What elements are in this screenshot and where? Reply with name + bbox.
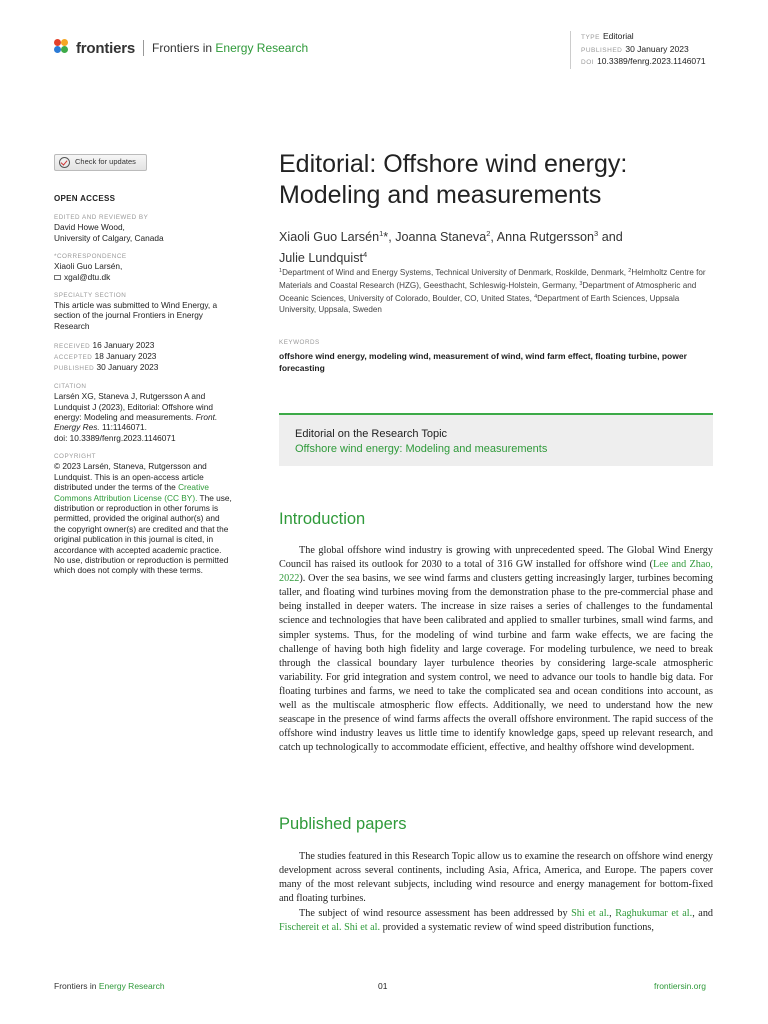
author-name[interactable]: Xiaoli Guo Larsén <box>279 230 380 244</box>
research-topic-label: Editorial on the Research Topic <box>295 428 448 440</box>
sidebar-published-label: PUBLISHED <box>54 365 95 373</box>
keywords: offshore wind energy, modeling wind, measurement of wind, wind farm effect, floating turbine, power forecasting <box>279 351 687 373</box>
citation-label: CITATION <box>54 383 87 391</box>
published-value: 30 January 2023 <box>625 43 689 54</box>
frontiers-logo-text: frontiers <box>76 39 136 57</box>
author-name[interactable]: Julie Lundquist <box>279 251 364 265</box>
published-label: PUBLISHED <box>581 46 623 54</box>
published-papers-paragraph-2: The subject of wind resource assessment has been addressed by Shi et al., Raghukumar et al., and Fischereit et al. Shi et al. provided a systematic review of wind speed distribution functions, <box>279 908 714 934</box>
type-value: Editorial <box>602 31 634 41</box>
doi-value[interactable]: 10.3389/fenrg.2023.1146071 <box>597 56 706 66</box>
correspondence-name: Xiaoli Guo Larsén, <box>54 261 123 272</box>
reference-link[interactable]: Shi et al. <box>571 908 610 919</box>
research-topic-link[interactable]: Offshore wind energy: Modeling and measurements <box>295 443 548 455</box>
check-for-updates-button[interactable] <box>54 154 147 171</box>
open-access-label: OPEN ACCESS <box>54 194 116 203</box>
introduction-paragraph: The global offshore wind industry is growing with unprecedented speed. The Global Wind Energy Council has raised its outlook for 2030 to a total of 316 GW installed for offshore wind (Lee and Zhao, 2022). Over the sea basins, we see wind farms and clusters getting increasingly larger, turbines becoming taller, and floating wind turbines moving from the demonstration phase to the pre-commercial phase and being installed in deeper waters. The increase in size raises a series of challenges to the fundamental science and technologies that have been calibrated and applied to smaller turbines, small wind farms, and simpler systems. Thus, for the modeling of wind turbine and farm wake effects, we are facing the challenge of having both high fidelity and large coverage. For modeling turbulence, we need to break through the classical boundary layer turbulence theories by considering large-scale atmospheric variability. For grid integration and system control, we need to advance our tools to handle big data. For floating turbines and farms, we need to take the complicated sea and ocean conditions into account, as well as the multiscale atmospheric flow effects. Additionally, we need to understand how the new seascape in the presence of wind farms affects the overall offshore environment. The rapid success of the offshore wind industry leaves us little time to identify knowledge gaps, speed up relevant research, and catch up technologically to accommodate efficient, effective, and healthy offshore wind development. <box>279 545 713 754</box>
doi-label: DOI <box>581 59 595 66</box>
citation-journal: Front. Energy Res. <box>54 412 218 433</box>
copyright-text: © 2023 Larsén, Staneva, Rutgersson and Lundquist. This is an open-access article distributed under the terms of the Creative Commons Attribution License (CC BY). The use, distribution or reproduction in other forums is permitted, provided the original author(s) and the copyright owner(s) are credited and that the original publication in this journal is cited, in accordance with accepted academic practice. No use, distribution or reproduction is permitted which does not comply with these terms. <box>54 461 232 576</box>
accepted-value: 18 January 2023 <box>94 351 157 362</box>
reference-link[interactable]: Raghukumar et al. <box>615 908 693 919</box>
cc-by-link[interactable]: Creative Commons Attribution License (CC BY). <box>54 482 209 503</box>
published-papers-paragraph: The studies featured in this Research Topic allow us to examine the research on offshore wind energy development across several continents, including Asia, Africa, America, and Europe. The papers cover many of the most relevant subjects, including wind resource and energy management for bottom-fixed and floating turbines. <box>279 851 713 905</box>
copyright-label: COPYRIGHT <box>54 453 96 461</box>
brand-divider <box>143 40 144 56</box>
author-name[interactable]: , Joanna Staneva <box>388 230 487 244</box>
type-label: TYPE <box>581 34 600 41</box>
mail-icon <box>54 275 61 280</box>
published-papers-heading: Published papers <box>279 815 407 833</box>
sidebar <box>54 154 232 576</box>
footer-site-link[interactable]: frontiersin.org <box>654 981 706 991</box>
editor-affiliation: University of Calgary, Canada <box>54 232 164 243</box>
footer-journal[interactable]: Frontiers in Energy Research <box>54 981 165 991</box>
accepted-label: ACCEPTED <box>54 354 93 362</box>
correspondence-email-row[interactable] <box>54 272 232 282</box>
check-updates-label: Check for updates <box>75 157 136 167</box>
specialty-text: This article was submitted to Wind Energy, a section of the journal Frontiers in Energy Research <box>54 300 218 331</box>
received-value: 16 January 2023 <box>92 340 155 351</box>
edited-label: EDITED AND REVIEWED BY <box>54 214 149 222</box>
journal-brand[interactable] <box>54 39 308 57</box>
article-title: Editorial: Offshore wind energy: Modeling and measurements <box>279 150 628 209</box>
reference-link[interactable]: Lee and Zhao, 2022 <box>279 559 713 585</box>
check-updates-icon <box>59 157 70 168</box>
page-number: 01 <box>378 981 388 991</box>
introduction-heading: Introduction <box>279 510 366 528</box>
research-topic-box <box>279 413 713 466</box>
frontiers-logo-icon <box>54 39 72 57</box>
article-meta <box>570 31 706 69</box>
journal-name: Frontiers in Energy Research <box>152 41 309 55</box>
keywords-label: KEYWORDS <box>279 339 320 346</box>
dates-block <box>54 340 232 373</box>
correspondence-email[interactable]: xgal@dtu.dk <box>64 271 111 282</box>
author-name[interactable]: , Anna Rutgersson <box>490 230 595 244</box>
author-list: Xiaoli Guo Larsén$^1$*, Joanna Staneva$^2$, Anna Rutgersson$^3$ and Julie Lundquist$^4$ <box>279 229 623 265</box>
editor-name: David Howe Wood, <box>54 222 125 233</box>
reference-link[interactable]: Fischereit et al. <box>279 922 342 934</box>
correspondence-label: *CORRESPONDENCE <box>54 253 127 261</box>
reference-link[interactable]: Shi et al. <box>344 922 381 934</box>
sidebar-published-value: 30 January 2023 <box>96 362 159 373</box>
received-label: RECEIVED <box>54 343 91 351</box>
specialty-label: SPECIALTY SECTION <box>54 292 127 300</box>
citation-text: Larsén XG, Staneva J, Rutgersson A and Lundquist J (2023), Editorial: Offshore wind energy: Modeling and measurements. Front. Energy Res. 11:1146071. doi: 10.3389/fenrg.2023.1146071 <box>54 391 218 443</box>
affiliations: $^1$Department of Wind and Energy Systems, Technical University of Denmark, Roskilde, Denmark, $^2$Helmholtz Centre for Materials and Coastal Research (HZG), Geesthacht, Schleswig-Holstein, Germany, $^3$Department of Atmospheric and Oceanic Sciences, University of Colorado, Boulder, CO, United States, $^4$Department of Earth Sciences, Uppsala University, Uppsala, Sweden <box>279 268 706 314</box>
citation-doi[interactable]: doi: 10.3389/fenrg.2023.1146071 <box>54 432 176 443</box>
